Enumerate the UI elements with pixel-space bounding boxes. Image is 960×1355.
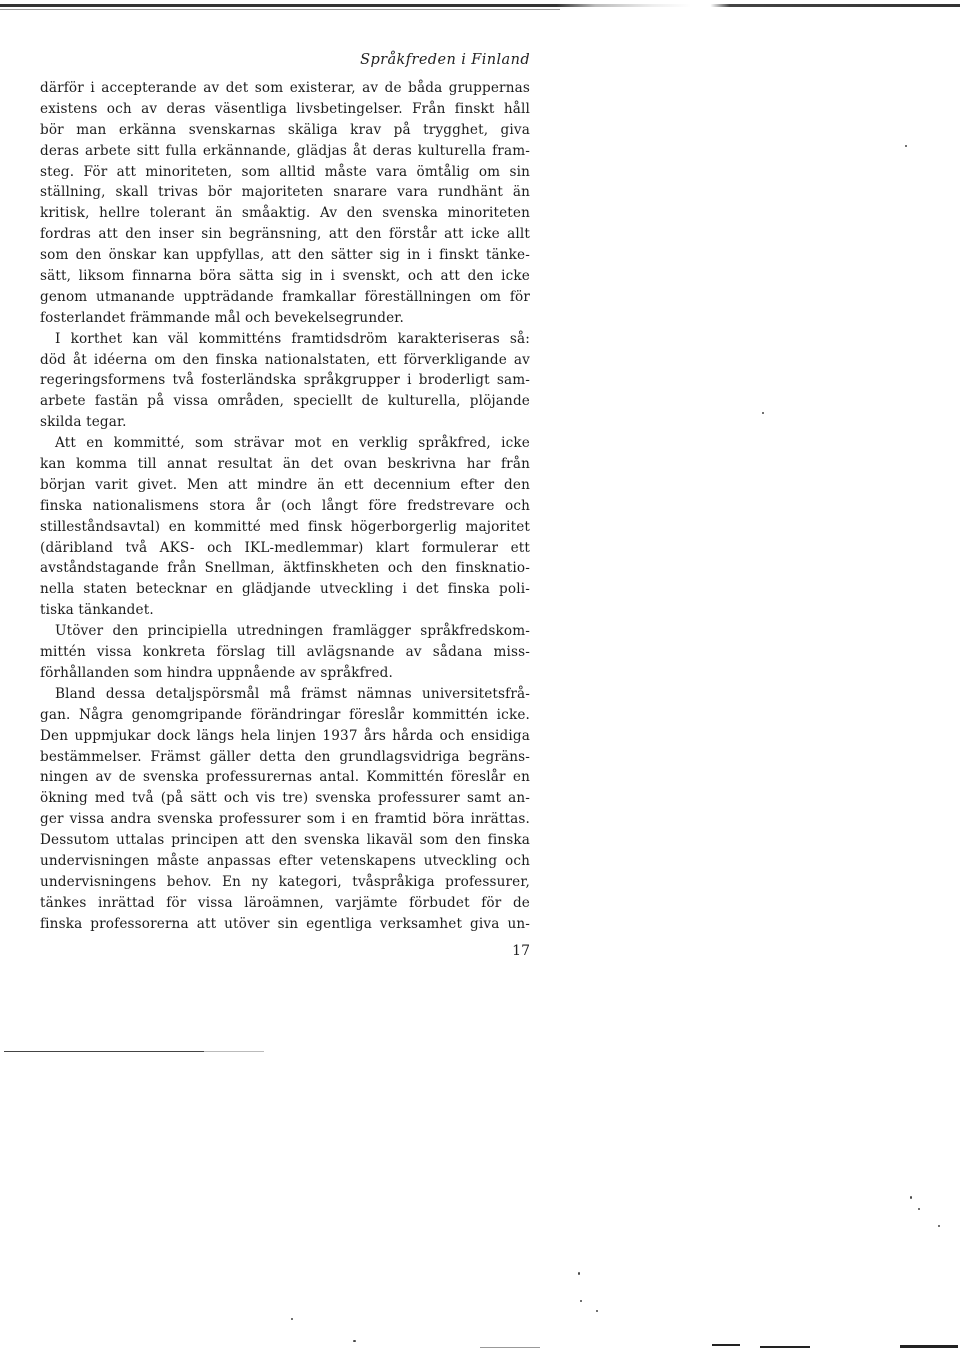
text-line: kritisk, hellre tolerant än småaktig. Av den svenska minoriteten: [40, 205, 530, 222]
scan-speck: [910, 1196, 912, 1199]
running-head: Språkfreden i Finland: [360, 52, 530, 68]
scan-smudge: [760, 1346, 810, 1348]
text-line: död åt idéerna om den finska nationalstaten, ett förverkligande av: [40, 351, 530, 368]
footer-rule-faded: [204, 1051, 264, 1052]
scan-speck: [578, 1272, 580, 1275]
text-line: början varit givet. Men att mindre än ett decennium efter den: [40, 476, 530, 493]
text-line: Bland dessa detaljspörsmål må främst nämnas universitetsfrå-: [55, 685, 530, 702]
text-line: ställning, skall trivas bör majoriteten snarare vara rundhänt än: [40, 184, 530, 201]
text-line: Utöver den principiella utredningen framlägger språkfredskom-: [55, 623, 530, 640]
body-text: [40, 78, 530, 935]
text-line: stilleståndsavtal) en kommitté med finsk högerborgerlig majoritet: [40, 518, 530, 535]
text-line: Den uppmjukar dock längs hela linjen 1937 års hårda och ensidiga: [40, 727, 530, 744]
text-line: skilda tegar.: [40, 414, 127, 431]
text-line: avståndstagande från Snellman, äktfinskheten och den finsknatio-: [40, 560, 530, 577]
text-line: mittén vissa konkreta förslag till avlägsnande av sådana miss-: [40, 644, 530, 661]
scan-edge-rule: [0, 4, 960, 7]
text-line: bör man erkänna svenskarnas skäliga krav på trygghet, giva: [40, 121, 530, 138]
text-line: förhållanden som hindra uppnående av språkfred.: [40, 664, 393, 681]
text-line: undervisningens behov. En ny kategori, tvåspråkiga professurer,: [40, 873, 530, 890]
page-number: 17: [512, 943, 530, 959]
scan-smudge: [480, 1347, 540, 1348]
text-line: regeringsformens två fosterländska språkgrupper i broderligt sam-: [40, 372, 530, 389]
scan-speck: [291, 1318, 293, 1320]
scan-speck: [905, 145, 907, 147]
scan-speck: [596, 1310, 598, 1312]
text-line: arbete fastän på vissa områden, speciellt de kulturella, plöjande: [40, 393, 530, 410]
text-line: I korthet kan väl kommitténs framtidsdröm karakteriseras så:: [55, 330, 530, 347]
text-line: fordras att den inser sin begränsning, att den förstår att icke allt: [40, 226, 530, 243]
scan-smudge: [900, 1345, 958, 1348]
text-line: ningen av de svenska professurernas antal. Kommittén föreslår en: [40, 769, 530, 786]
text-line: genom utmanande uppträdande framkallar föreställningen om för: [40, 288, 530, 305]
text-line: tänkes inrättad för vissa läroämnen, varjämte förbudet för de: [40, 894, 530, 911]
scan-edge-rule-thin: [0, 9, 560, 10]
text-line: tiska tänkandet.: [40, 602, 154, 619]
scan-speck: [938, 1225, 940, 1227]
text-line: ger vissa andra svenska professurer som i en framtid böra inrättas.: [40, 811, 530, 828]
text-line: Att en kommitté, som strävar mot en verklig språkfred, icke: [55, 435, 530, 452]
text-line: Dessutom uttalas principen att den svenska likaväl som den finska: [40, 832, 530, 849]
text-line: ökning med två (på sätt och vis tre) svenska professurer samt an-: [40, 790, 530, 807]
text-line: undervisningen måste anpassas efter vetenskapens utveckling och: [40, 852, 530, 869]
scan-speck: [918, 1208, 920, 1210]
text-line: existens och av deras väsentliga livsbetingelser. Från finskt håll: [40, 100, 530, 117]
text-line: fosterlandet främmande mål och bevekelsegrunder.: [40, 309, 404, 326]
text-line: (däribland två AKS- och IKL-medlemmar) klart formulerar ett: [40, 539, 530, 556]
text-line: bestämmelser. Främst gäller detta den grundlagsvidriga begräns-: [40, 748, 530, 765]
scan-speck: [580, 1300, 582, 1302]
text-line: finska nationalismens stora år (och långt före fredstrevare och: [40, 497, 530, 514]
text-line: sätt, liksom finnarna böra sätta sig in i svenskt, och att den icke: [40, 268, 530, 285]
text-line: steg. För att minoriteten, som alltid måste vara ömtålig om sin: [40, 163, 530, 180]
text-line: deras arbete sitt fulla erkännande, glädjas åt deras kulturella fram-: [40, 142, 530, 159]
scan-speck: [353, 1340, 356, 1342]
text-line: därför i accepterande av det som existerar, av de båda gruppernas: [40, 80, 530, 96]
text-line: som den önskar kan uppfyllas, att den sätter sig in i finskt tänke-: [40, 247, 530, 264]
footer-rule: [4, 1051, 204, 1052]
scan-smudge: [712, 1344, 740, 1346]
text-line: gan. Några genomgripande förändringar föreslår kommittén icke.: [40, 706, 530, 723]
text-line: kan komma till annat resultat än det ovan beskrivna har från: [40, 456, 530, 473]
scan-speck: [762, 412, 764, 414]
text-line: nella staten betecknar en glädjande utveckling i det finska poli-: [40, 581, 530, 598]
text-line: finska professorerna att utöver sin egentliga verksamhet giva un-: [40, 915, 530, 932]
